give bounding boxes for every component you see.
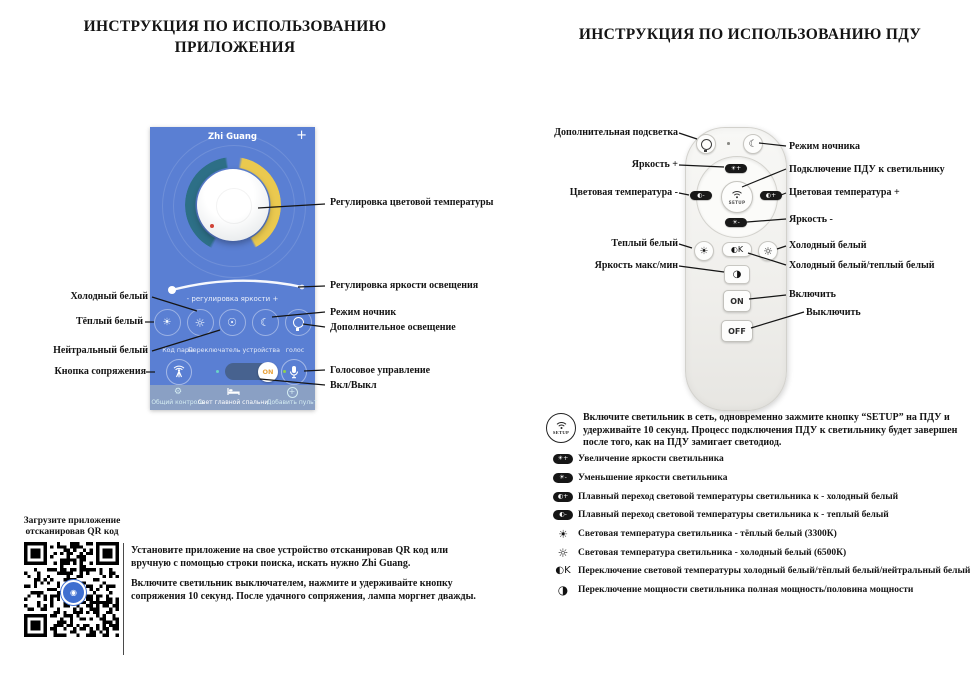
left-title <box>40 16 430 58</box>
warm-sun-icon: ☀ <box>558 527 568 541</box>
warm-sun-icon: ☀ <box>699 245 709 257</box>
cct-minus-icon: ◐- <box>697 191 705 199</box>
cct-minus-button[interactable] <box>690 191 712 200</box>
setup-button[interactable] <box>721 181 753 213</box>
pair-code-label: Код пары <box>162 347 194 354</box>
cold-sun-icon: ☼ <box>763 244 773 258</box>
legend-row: ☀- Уменьшение яркости светильника <box>548 469 728 487</box>
brightness-minus-icon: ☀- <box>553 473 573 483</box>
callout-cold-white-remote: Холодный белый <box>789 240 867 251</box>
extra-light-mode-button[interactable] <box>285 309 312 336</box>
install-instructions: Установите приложение на свое устройство отсканировав QR код или вручную с помощью строки поиска, искать нужно Zhi Guang. <box>131 545 448 569</box>
wifi-icon <box>731 190 743 199</box>
qr-code <box>24 542 119 637</box>
qr-caption: Загрузите приложение отсканировав QR код <box>23 516 121 537</box>
callout-turn-off: Выключить <box>806 307 861 318</box>
add-device-button[interactable]: + <box>296 128 307 143</box>
callout-turn-on: Включить <box>789 289 836 300</box>
bulb-icon <box>293 317 304 328</box>
callout-warm-white-remote: Теплый белый <box>611 238 678 249</box>
setup-button-badge: SETUP <box>546 413 576 443</box>
brightness-plus-icon: ☀+ <box>730 164 742 172</box>
app-bottom-nav <box>150 385 318 410</box>
setup-label: SETUP <box>728 199 746 205</box>
device-switch-label: Переключатель устройства <box>188 347 280 354</box>
power-toggle[interactable] <box>225 363 277 380</box>
cct-plus-icon: ◐+ <box>553 492 573 502</box>
sun-dot-icon: ☉ <box>227 316 237 329</box>
night-mode-button[interactable] <box>252 309 279 336</box>
on-button[interactable]: ON <box>723 290 751 312</box>
half-power-icon: ◑ <box>557 583 569 597</box>
nav-item-add-remote[interactable]: + Добавить пульт <box>260 387 324 406</box>
callout-on-off: Вкл/Выкл <box>330 380 377 391</box>
half-power-icon: ◑ <box>732 269 742 280</box>
led-indicator <box>727 142 730 145</box>
app-device-title: Zhi Guang <box>208 132 257 142</box>
callout-color-temperature: Регулировка цветовой температуры <box>330 197 494 208</box>
callout-pair-remote: Подключение ПДУ к светильнику <box>789 164 945 175</box>
sun-outline-icon: ☼ <box>194 315 206 330</box>
callout-extra-light: Дополнительное освещение <box>330 322 456 333</box>
dial-knob[interactable] <box>197 169 269 241</box>
wifi-icon <box>555 421 568 430</box>
qr-logo: ◉ <box>61 580 86 605</box>
power-mode-button[interactable] <box>724 265 750 284</box>
crescent-moon-icon: ☾ <box>748 138 758 150</box>
cct-toggle-button[interactable] <box>722 242 752 257</box>
slider-handle <box>168 286 176 294</box>
remote-control <box>685 127 787 411</box>
right-title: ИНСТРУКЦИЯ ПО ИСПОЛЬЗОВАНИЮ ПДУ <box>578 26 922 43</box>
microphone-icon <box>288 365 300 379</box>
callout-cold-white: Холодный белый <box>70 291 148 302</box>
callout-pairing-button: Кнопка сопряжения <box>54 366 146 377</box>
left-title-line2: ПРИЛОЖЕНИЯ <box>174 39 296 56</box>
callout-cold-warm-toggle: Холодный белый/теплый белый <box>789 260 935 271</box>
callout-voice-control: Голосовое управление <box>330 365 431 376</box>
warm-white-mode-button[interactable] <box>154 309 181 336</box>
half-k-icon: ◐K <box>555 565 571 576</box>
legend-row: ☼ Световая температура светильника - холодный белый (6500К) <box>557 546 847 560</box>
brightness-slider-label: - регулировка яркости + <box>186 295 279 303</box>
legend-row: ◐+ Плавный переход световой температуры светильника к - холодный белый <box>548 488 898 506</box>
off-button[interactable]: OFF <box>721 320 753 342</box>
dial-indicator-dot <box>210 224 214 228</box>
toggle-knob[interactable]: ON <box>258 362 278 382</box>
nav-item-general[interactable]: ⚙ Общий контроль <box>146 387 210 406</box>
app-screenshot <box>150 127 318 410</box>
pairing-instructions: Включите светильник выключателем, нажмите и удерживайте кнопку сопряжения 10 секунд. После удачного сопряжения, лампа моргнет дважды. <box>131 578 476 602</box>
callout-neutral-white: Нейтральный белый <box>53 345 148 356</box>
toggle-dot-left <box>216 370 219 373</box>
bulb-icon <box>701 139 712 150</box>
nav-item-bedroom-light[interactable]: Свет главной спальни <box>193 387 273 406</box>
cold-white-mode-button[interactable] <box>187 309 214 336</box>
callout-night-mode-remote: Режим ночника <box>789 141 861 152</box>
legend-row: ☀+ Увеличение яркости светильника <box>548 450 724 468</box>
plus-circle-icon: + <box>260 387 324 398</box>
crescent-moon-icon: ☾ <box>260 316 270 329</box>
callout-night-mode: Режим ночник <box>330 307 397 318</box>
callout-cct-plus: Цветовая температура + <box>789 187 900 198</box>
callout-cct-minus: Цветовая температура - <box>569 187 678 198</box>
callout-warm-white: Тёплый белый <box>75 316 143 327</box>
cct-plus-button[interactable] <box>760 191 782 200</box>
voice-control-button[interactable] <box>281 359 307 385</box>
legend-row: ◑ Переключение мощности светильника полная мощность/половина мощности <box>557 583 914 597</box>
legend-row: ◐K Переключение световой температуры холодный белый/тёплый белый/нейтральный белый <box>555 565 970 576</box>
brightness-minus-icon: ☀- <box>732 218 740 226</box>
legend-row: ◐- Плавный переход световой температуры светильника к - теплый белый <box>548 506 889 524</box>
cct-plus-icon: ◐+ <box>765 191 777 199</box>
warm-white-button[interactable] <box>694 241 714 261</box>
callout-extra-backlight: Дополнительная подсветка <box>554 127 678 138</box>
divider <box>123 543 124 655</box>
callout-brightness: Регулировка яркости освещения <box>330 280 479 291</box>
callout-brightness-max-min: Яркость макс/мин <box>594 260 678 271</box>
setup-instructions: Включите светильник в сеть, одновременно зажмите кнопку “SETUP” на ПДУ и удерживайте 10 секунд. Процесс подключения ПДУ к светильнику будет завершен после того, как на ПДУ замигает светодиод. <box>583 412 958 449</box>
left-title-line1: ИНСТРУКЦИЯ ПО ИСПОЛЬЗОВАНИЮ <box>83 18 387 35</box>
gear-icon: ⚙ <box>173 387 183 397</box>
extra-backlight-button[interactable] <box>696 134 716 154</box>
neutral-white-mode-button[interactable] <box>219 309 246 336</box>
pairing-button[interactable] <box>166 359 192 385</box>
sun-filled-icon: ☀ <box>162 316 172 328</box>
antenna-icon <box>172 365 186 379</box>
cold-white-button[interactable] <box>758 241 778 261</box>
brightness-plus-icon: ☀+ <box>553 454 573 464</box>
cct-minus-icon: ◐- <box>553 510 573 520</box>
half-k-icon: ◐K <box>730 245 744 254</box>
voice-label: голос <box>285 347 305 354</box>
cold-sun-icon: ☼ <box>557 546 569 560</box>
brightness-plus-button[interactable] <box>725 164 747 173</box>
callout-brightness-plus: Яркость + <box>631 159 678 170</box>
brightness-minus-button[interactable] <box>725 218 747 227</box>
night-mode-button[interactable] <box>743 134 763 154</box>
legend-row: ☀ Световая температура светильника - тёплый белый (3300К) <box>558 527 837 541</box>
callout-brightness-minus: Яркость - <box>789 214 833 225</box>
